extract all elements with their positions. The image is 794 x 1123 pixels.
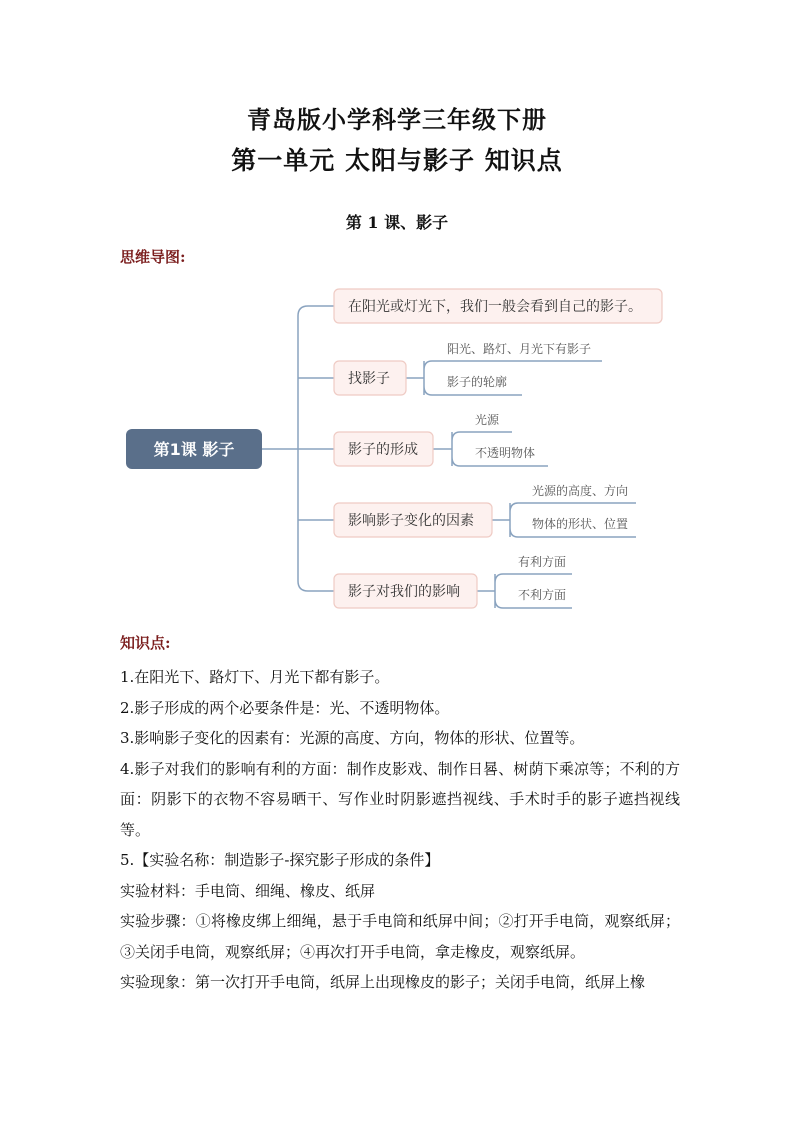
mindmap-node-4 xyxy=(334,483,628,537)
lesson-title: 第 1 课、影子 xyxy=(345,213,449,232)
mindmap-root-label: 第1课 影子 xyxy=(153,440,235,459)
mindmap-node-4-child-2: 物体的形状、位置 xyxy=(532,517,629,531)
mindmap-node-3 xyxy=(334,412,535,466)
mindmap-node-4-child-1: 光源的高度、方向 xyxy=(532,484,629,498)
connector-trunk xyxy=(298,316,334,591)
knowledge-label: 知识点: xyxy=(120,634,171,652)
document-title-line2: 第一单元 太阳与影子 知识点 xyxy=(231,146,563,175)
knowledge-points xyxy=(120,662,680,998)
mindmap-node-2-child-2: 影子的轮廓 xyxy=(447,375,508,389)
mindmap-node-5-label: 影子对我们的影响 xyxy=(348,584,460,600)
knowledge-item-3: 3.影响影子变化的因素有：光源的高度、方向，物体的形状、位置等。 xyxy=(120,729,585,747)
mindmap-node-3-label: 影子的形成 xyxy=(348,442,418,458)
document-title-line1: 青岛版小学科学三年级下册 xyxy=(247,106,547,134)
mindmap-node-3-child-1: 光源 xyxy=(475,413,500,427)
knowledge-item-1: 1.在阳光下、路灯下、月光下都有影子。 xyxy=(120,668,390,686)
connector-node-1 xyxy=(298,306,334,316)
mindmap-label: 思维导图: xyxy=(120,248,186,266)
knowledge-item-5: 5.【实验名称：制造影子-探究影子形成的条件】 xyxy=(120,851,440,869)
mindmap-node-1-label: 在阳光或灯光下，我们一般会看到自己的影子。 xyxy=(348,299,642,315)
knowledge-item-4: 4.影子对我们的影响有利的方面：制作皮影戏、制作日晷、树荫下乘凉等；不利的方面：阴影下的衣物不容易晒干、写作业时阴影遮挡视线、手术时手的影子遮挡视线等。 xyxy=(120,759,680,839)
mindmap-node-5-child-1: 有利方面 xyxy=(518,555,567,569)
mindmap-node-5-child-2: 不利方面 xyxy=(518,588,567,602)
mindmap-node-5 xyxy=(334,554,566,608)
knowledge-item-2: 2.影子形成的两个必要条件是：光、不透明物体。 xyxy=(120,698,450,717)
experiment-phenomenon: 实验现象：第一次打开手电筒，纸屏上出现橡皮的影子；关闭手电筒，纸屏上橡 xyxy=(120,973,646,991)
mindmap-node-3-child-2: 不透明物体 xyxy=(475,446,536,460)
mindmap-node-2 xyxy=(334,341,591,395)
mindmap-node-2-child-1: 阳光、路灯、月光下有影子 xyxy=(447,342,592,356)
experiment-materials: 实验材料：手电筒、细绳、橡皮、纸屏 xyxy=(120,881,376,900)
mindmap-root xyxy=(126,429,262,469)
mindmap-node-1 xyxy=(334,289,662,323)
experiment-steps: 实验步骤：①将橡皮绑上细绳，悬于手电筒和纸屏中间；②打开手电筒，观察纸屏；③关闭手电筒，观察纸屏；④再次打开手电筒，拿走橡皮，观察纸屏。 xyxy=(120,912,680,961)
mindmap-node-2-label: 找影子 xyxy=(348,371,390,387)
mindmap-node-4-label: 影响影子变化的因素 xyxy=(348,513,474,529)
